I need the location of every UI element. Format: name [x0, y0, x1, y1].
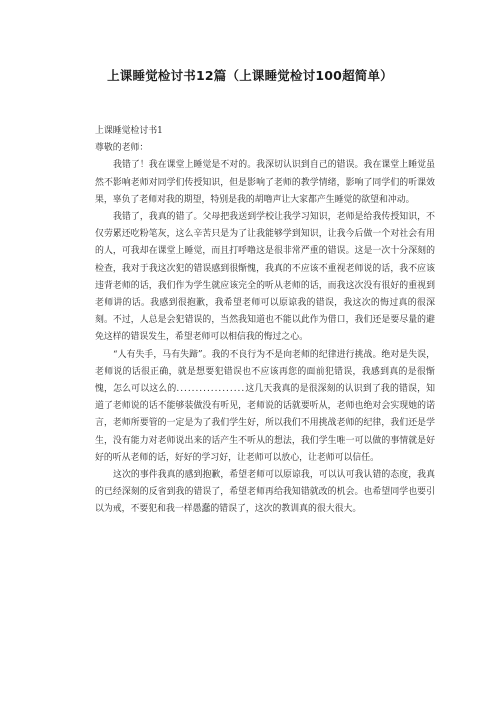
- document-body: [95, 123, 435, 519]
- paragraph-3-text: “人有失手，马有失蹄”。我的不良行为不是向老师的纪律进行挑战。绝对是失误，老师说的话很正确，就是想要犯错误也不应该再您的面前犯错误，我感到真的是很惭愧，怎么可以这么的: [95, 349, 435, 395]
- body-paragraph-3: [95, 347, 435, 467]
- salutation: 尊敬的老师：: [95, 143, 149, 154]
- paragraph-3-continuation: 这几天我真的是很深刻的认识到了我的错误，知道了老师说的话不能够装做没有听见，老师说的话就要听从，老师也绝对会实现她的诺言，老师所要管的一定是为了我们学生好，所以我们不用挑战老师的纪律，我们还是学生，没有能力对老师说出来的话产生不听从的想法，我们学生唯一可以做的事情就是好好的听从老师的话，好好的学习好，让老师可以放心，让老师可以信任。: [95, 384, 436, 463]
- body-paragraph-1: 我错了！我在课堂上睡觉是不对的。我深切认识到自己的错误。我在课堂上睡觉虽然不影响老师对同学们传授知识，但是影响了老师的教学情绪，影响了同学们的听课效果，辜负了老师对我的期望，特别是我的胡噜声让大家都产生睡觉的欲望和冲动。: [95, 160, 435, 205]
- body-paragraph-2: 我错了，我真的错了。父母把我送到学校让我学习知识，老师是给我传授知识，不仅劳累还吃粉笔灰，这么辛苦只是为了让我能够学到知识，让我今后做一个对社会有用的人，可我却在课堂上睡觉，而且打呼噜这是很非常严重的错误。这是一次十分深刻的检查，我对于我这次犯的错误感到很惭愧，我真的不应该不重视老师说的话，我不应该违背老师的话，我们作为学生就应该完全的听从老师的话，而我这次没有很好的重视到老师讲的话。我感到很抱歉，我希望老师可以原谅我的错误，我这次的悔过真的很深刻。不过，人总是会犯错误的，当然我知道也不能以此作为借口，我们还是要尽量的避免这样的错误发生，希望老师可以相信我的悔过之心。: [95, 212, 435, 343]
- document-title: 上课睡觉检讨书12篇（上课睡觉检讨100超简单）: [107, 68, 393, 83]
- body-paragraph-4: 这次的事件我真的感到抱歉，希望老师可以原谅我，可以认可我认错的态度，我真的已经深刻的反省到我的错误了，希望老师再给我知错就改的机会。也希望同学也要引以为戒，不要犯和我一样愚蠢的错误了，这次的教训真的很大很大。: [95, 470, 435, 515]
- ellipsis-dots: ..................: [176, 384, 246, 395]
- section-heading: 上课睡觉检讨书1: [95, 126, 163, 136]
